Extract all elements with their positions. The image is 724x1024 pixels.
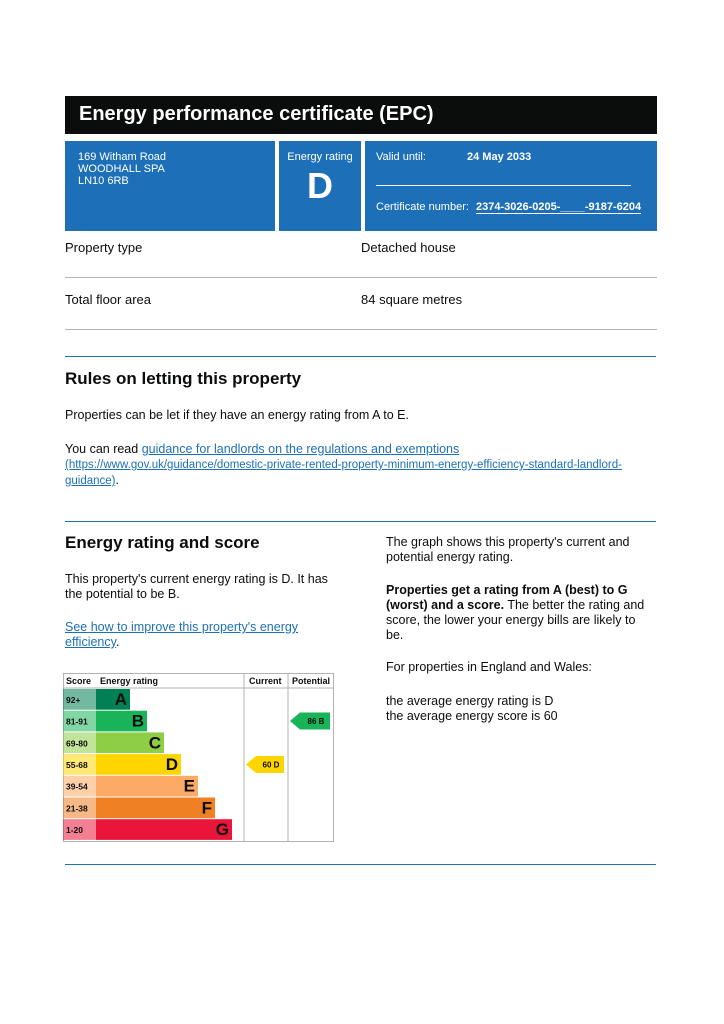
section-divider bbox=[65, 864, 656, 865]
valid-until-value: 24 May 2033 bbox=[467, 151, 532, 163]
rating-letter-g: G bbox=[215, 820, 229, 840]
score-range-b: 81-91 bbox=[66, 716, 88, 727]
certificate-number-value: 2374-3026-0205-____-9187-6204 bbox=[476, 201, 642, 213]
average-score: the average energy score is 60 bbox=[386, 709, 558, 723]
rating-bar-f bbox=[96, 798, 215, 819]
property-type-label: Property type bbox=[65, 240, 143, 255]
letting-para2-prefix: You can read bbox=[65, 442, 142, 456]
address-box bbox=[65, 141, 275, 231]
current-rating-label: 60 D bbox=[262, 760, 280, 770]
score-range-f: 21-38 bbox=[66, 803, 88, 814]
energy-rating-box bbox=[279, 141, 361, 231]
score-range-g: 1-20 bbox=[66, 825, 84, 836]
property-type-value: Detached house bbox=[361, 240, 456, 255]
rating-explanation-bold: Properties get a rating from A (best) to G (worst) and a score. bbox=[386, 583, 628, 612]
rating-letter-f: F bbox=[201, 798, 212, 818]
rating-letter-a: A bbox=[114, 689, 127, 709]
england-wales-note: For properties in England and Wales: bbox=[386, 660, 592, 674]
potential-rating-label: 86 B bbox=[307, 717, 325, 727]
landlord-guidance-link[interactable]: guidance for landlords on the regulations and exemptions bbox=[141, 442, 460, 456]
address-line-3: LN10 6RB bbox=[78, 175, 129, 187]
section-divider bbox=[65, 521, 656, 522]
score-range-a: 92+ bbox=[66, 694, 81, 705]
chart-header-potential: Potential bbox=[292, 676, 331, 686]
improve-link-suffix: . bbox=[115, 635, 120, 649]
energy-rating-label: Energy rating bbox=[287, 151, 353, 163]
score-heading: Energy rating and score bbox=[65, 533, 260, 552]
graph-description: The graph shows this property's current and potential energy rating. bbox=[386, 535, 630, 564]
floor-area-label: Total floor area bbox=[65, 292, 151, 307]
letting-paragraph-1: Properties can be let if they have an energy rating from A to E. bbox=[65, 408, 409, 422]
section-divider bbox=[65, 356, 656, 357]
score-range-e: 39-54 bbox=[66, 781, 88, 792]
score-range-d: 55-68 bbox=[66, 759, 88, 770]
landlord-guidance-url[interactable]: (https://www.gov.uk/guidance/domestic-private-rented-property-minimum-energy-efficiency-standard-landlord-guidance) bbox=[65, 459, 622, 487]
rating-explanation bbox=[386, 583, 656, 643]
energy-rating-letter: D bbox=[307, 165, 333, 206]
chart-header-rating: Energy rating bbox=[100, 676, 159, 686]
rating-letter-d: D bbox=[165, 754, 178, 774]
address-line-2: WOODHALL SPA bbox=[78, 163, 165, 175]
chart-header-current: Current bbox=[249, 676, 282, 686]
rating-letter-e: E bbox=[183, 776, 195, 796]
rating-letter-c: C bbox=[148, 733, 161, 753]
chart-header-score: Score bbox=[66, 676, 92, 686]
letting-heading: Rules on letting this property bbox=[65, 369, 302, 388]
improve-efficiency-link[interactable]: See how to improve this property's energy efficiency bbox=[65, 620, 299, 649]
rating-bar-g bbox=[96, 819, 232, 840]
average-rating: the average energy rating is D bbox=[386, 694, 554, 708]
floor-area-row bbox=[65, 284, 657, 330]
energy-rating-chart-svg bbox=[63, 673, 334, 842]
validity-divider bbox=[376, 185, 631, 186]
rating-letter-b: B bbox=[131, 711, 144, 731]
letting-paragraph-2 bbox=[65, 442, 655, 489]
score-range-c: 69-80 bbox=[66, 738, 88, 749]
rating-explanation-rest: The better the rating and score, the lower your energy bills are likely to be. bbox=[386, 598, 645, 642]
address-line-1: 169 Witham Road bbox=[78, 151, 167, 163]
property-type-row bbox=[65, 232, 657, 278]
valid-until-label: Valid until: bbox=[376, 151, 426, 163]
floor-area-value: 84 square metres bbox=[361, 292, 463, 307]
validity-box bbox=[365, 141, 657, 231]
score-paragraph-1: This property's current energy rating is D. It has the potential to be B. bbox=[65, 572, 328, 601]
certificate-number-label: Certificate number: bbox=[376, 201, 469, 213]
energy-rating-chart bbox=[63, 673, 334, 842]
improve-efficiency-paragraph bbox=[65, 620, 335, 650]
page-title: Energy performance certificate (EPC) bbox=[65, 96, 657, 134]
letting-para2-suffix: . bbox=[115, 473, 119, 487]
